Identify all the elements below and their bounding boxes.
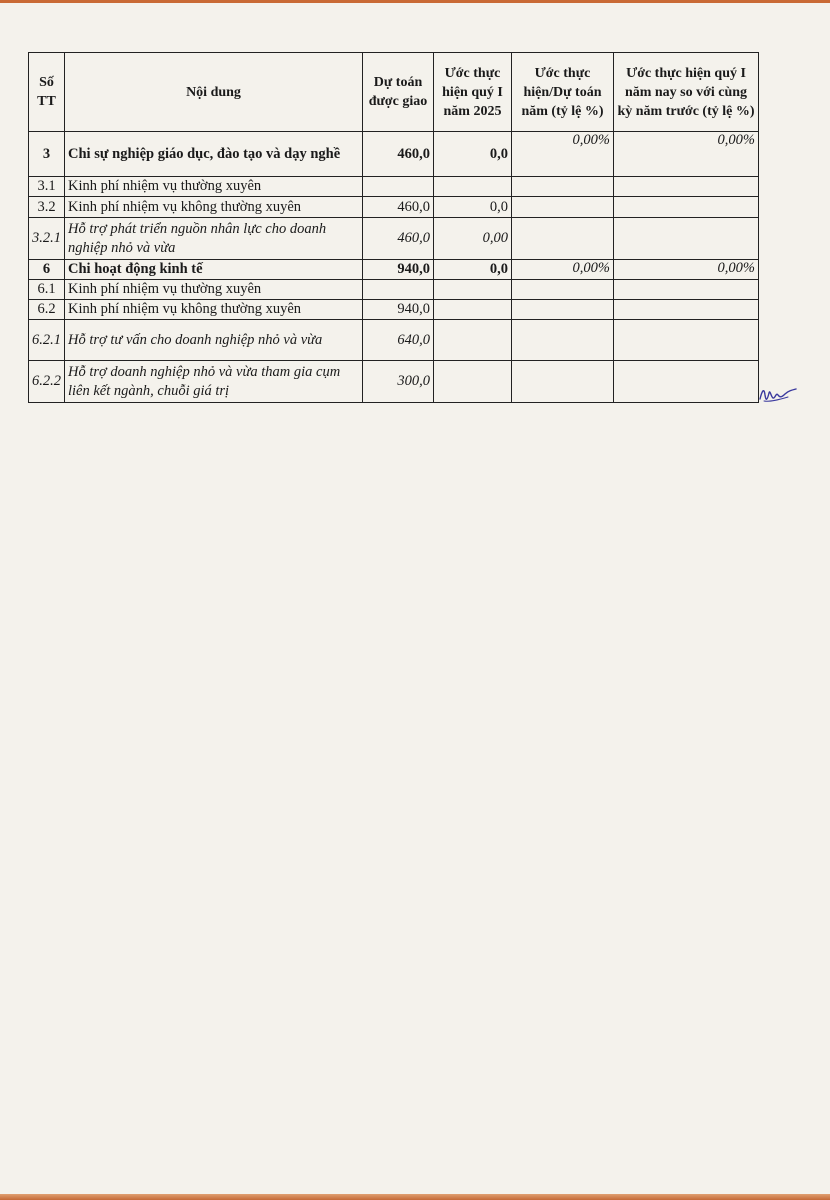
cell-ratio-prev: 0,00% [614, 132, 759, 177]
table-row [29, 218, 759, 260]
table-row [29, 300, 759, 320]
cell-budget: 940,0 [363, 260, 434, 280]
cell-ratio-budget [512, 280, 614, 300]
table-row [29, 280, 759, 300]
header-stt: Số TT [29, 53, 65, 132]
cell-stt: 3.1 [29, 177, 65, 197]
cell-budget: 940,0 [363, 300, 434, 320]
cell-ratio-prev [614, 177, 759, 197]
cell-ratio-prev: 0,00% [614, 260, 759, 280]
page-bottom-edge [0, 1194, 830, 1200]
cell-content: Kinh phí nhiệm vụ không thường xuyên [65, 197, 363, 218]
cell-stt: 3.2 [29, 197, 65, 218]
cell-content: Kinh phí nhiệm vụ không thường xuyên [65, 300, 363, 320]
cell-estimate: 0,0 [434, 260, 512, 280]
cell-ratio-prev [614, 280, 759, 300]
cell-ratio-prev [614, 320, 759, 361]
cell-estimate [434, 177, 512, 197]
cell-budget [363, 280, 434, 300]
budget-table [28, 52, 759, 403]
cell-budget: 460,0 [363, 218, 434, 260]
cell-ratio-budget [512, 320, 614, 361]
cell-ratio-budget: 0,00% [512, 260, 614, 280]
cell-content: Kinh phí nhiệm vụ thường xuyên [65, 177, 363, 197]
table-row [29, 320, 759, 361]
cell-estimate [434, 320, 512, 361]
cell-ratio-budget [512, 300, 614, 320]
cell-budget: 460,0 [363, 197, 434, 218]
cell-stt: 6.1 [29, 280, 65, 300]
cell-budget: 300,0 [363, 361, 434, 403]
table-row [29, 197, 759, 218]
cell-ratio-prev [614, 361, 759, 403]
cell-stt: 6.2.2 [29, 361, 65, 403]
header-content: Nội dung [65, 53, 363, 132]
cell-stt: 6.2.1 [29, 320, 65, 361]
cell-budget [363, 177, 434, 197]
cell-estimate: 0,0 [434, 132, 512, 177]
cell-stt: 6 [29, 260, 65, 280]
header-ratio-prev-year: Ước thực hiện quý I năm nay so với cùng kỳ năm trước (tỷ lệ %) [614, 53, 759, 132]
cell-stt: 6.2 [29, 300, 65, 320]
initials-signature [758, 383, 798, 412]
cell-ratio-budget [512, 177, 614, 197]
budget-table-container [28, 52, 759, 403]
table-row [29, 260, 759, 280]
table-header-row [29, 53, 759, 132]
cell-estimate [434, 280, 512, 300]
table-row [29, 132, 759, 177]
cell-ratio-prev [614, 218, 759, 260]
cell-content: Hỗ trợ tư vấn cho doanh nghiệp nhỏ và vừa [65, 320, 363, 361]
cell-estimate: 0,0 [434, 197, 512, 218]
header-budget: Dự toán được giao [363, 53, 434, 132]
page-top-edge [0, 0, 830, 3]
signature-mark-icon [758, 383, 798, 407]
cell-estimate [434, 361, 512, 403]
cell-ratio-budget: 0,00% [512, 132, 614, 177]
cell-content: Hỗ trợ phát triển nguồn nhân lực cho doanh nghiệp nhỏ và vừa [65, 218, 363, 260]
cell-stt: 3 [29, 132, 65, 177]
cell-ratio-prev [614, 197, 759, 218]
cell-content: Kinh phí nhiệm vụ thường xuyên [65, 280, 363, 300]
table-row [29, 177, 759, 197]
cell-content: Chi hoạt động kinh tế [65, 260, 363, 280]
header-ratio-budget: Ước thực hiện/Dự toán năm (tỷ lệ %) [512, 53, 614, 132]
table-row [29, 361, 759, 403]
cell-ratio-budget [512, 361, 614, 403]
cell-content: Hỗ trợ doanh nghiệp nhỏ và vừa tham gia cụm liên kết ngành, chuỗi giá trị [65, 361, 363, 403]
cell-ratio-budget [512, 218, 614, 260]
cell-estimate: 0,00 [434, 218, 512, 260]
header-estimate-q1: Ước thực hiện quý I năm 2025 [434, 53, 512, 132]
cell-stt: 3.2.1 [29, 218, 65, 260]
cell-budget: 640,0 [363, 320, 434, 361]
cell-ratio-budget [512, 197, 614, 218]
cell-ratio-prev [614, 300, 759, 320]
cell-budget: 460,0 [363, 132, 434, 177]
cell-content: Chi sự nghiệp giáo dục, đào tạo và dạy nghề [65, 132, 363, 177]
cell-estimate [434, 300, 512, 320]
